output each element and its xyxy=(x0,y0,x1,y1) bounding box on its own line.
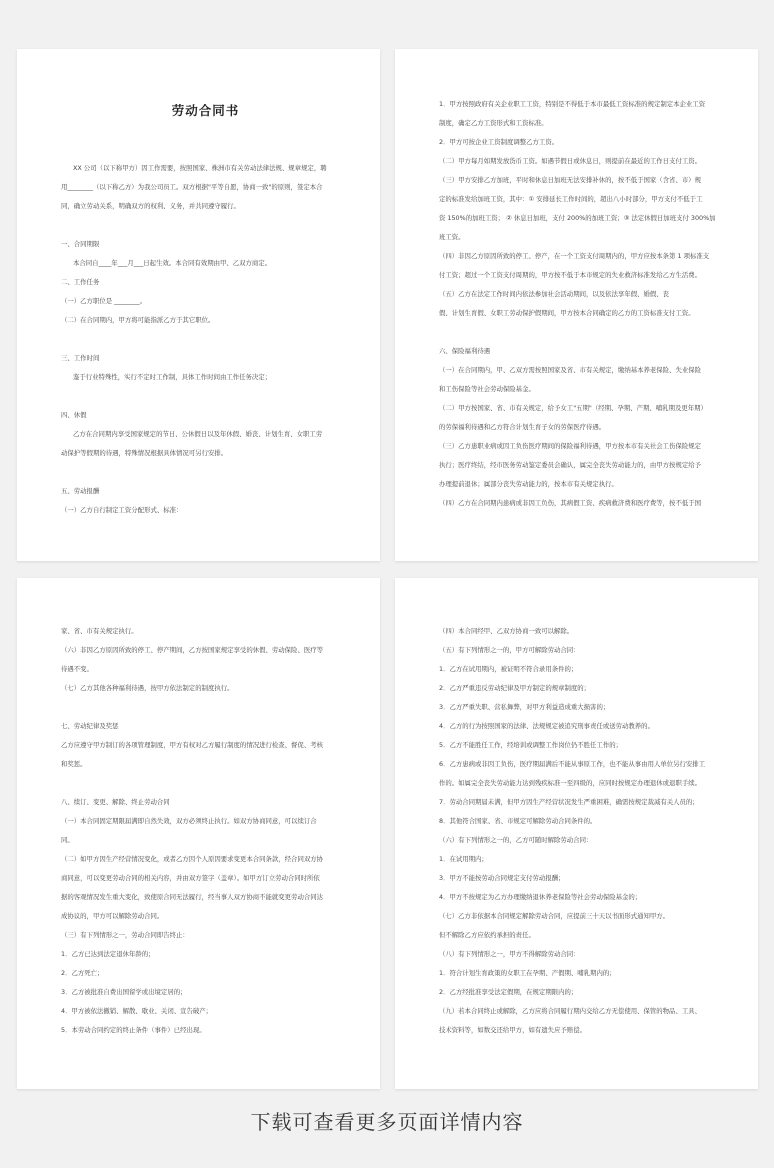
text-line: 乙方应遵守甲方制订的各项管理制度，甲方有权对乙方履行制度的情况进行检查、督促、考核 xyxy=(61,741,324,749)
contract-title: 劳动合同书 xyxy=(171,103,240,118)
text-line: 2．甲方可按企业工资制度调整乙方工资。 xyxy=(439,138,559,146)
text-line: （三）甲方安排乙方加班，平时和休息日加班无法安排补休的，按不低于国家（含省、市）规 xyxy=(439,176,702,184)
text-line: 1．乙方已达到法定退休年龄的； xyxy=(61,950,155,958)
text-line: 用________（以下称乙方）为我公司员工。双方根据"平等自愿，协商一致"的原则，签定本合 xyxy=(61,183,323,191)
text-line: 同。 xyxy=(61,836,74,844)
text-line: 商同意，可以变更劳动合同的相关内容，并由双方签字（盖章）。如甲方订立劳动合同时所依 xyxy=(61,874,320,882)
text-line: 7．劳动合同期届未满，但甲方因生产经营状况发生严重困难，确需按规定裁减有关人员的； xyxy=(439,798,699,806)
text-line: （九）若本合同终止或解除，乙方应将合同履行期内交给乙方无偿使用、保管的物品、工具、 xyxy=(439,1007,702,1015)
text-line: 1．甲方按照政府有关企业职工工资，特别是不得低于本市最低工资标准的规定制定本企业工资 xyxy=(439,100,706,108)
paragraph-gap xyxy=(439,323,728,342)
text-line: 定的标准发给加班工资，其中：① 安排延长工作时间的，超出八小时部分，甲方支付不低于工 xyxy=(439,195,703,203)
text-line: 但不解除乙方应依约承担的责任。 xyxy=(439,931,535,939)
text-line: 动保护等假期的待遇，特殊情况根据具体情况可另行安排。 xyxy=(61,449,228,457)
text-line: 2．乙方经批准享受法定假期，在规定期限内的； xyxy=(439,988,578,996)
text-line: 6．乙方患病或非因工负伤，医疗期届满后不能从事原工作，也不能从事由用人单位另行安排工 xyxy=(439,760,706,768)
text-line: 假、计划生育假、女职工劳动保护假期间，甲方按本合同确定的乙方的工资标准支付工资。 xyxy=(439,309,695,317)
text-line: 和奖惩。 xyxy=(61,760,87,768)
text-line: （四）非因乙方原因所致的停工、停产，在一个工资支付周期内的，甲方应按本条第 1 项标准支 xyxy=(439,252,710,260)
page-2-text xyxy=(439,95,728,513)
text-line: 执行；医疗终结，经市医务劳动鉴定委员会确认，属完全丧失劳动能力的，由甲方按规定给予 xyxy=(439,461,702,469)
text-line: （一）在合同期内，甲、乙双方需按照国家及省、市有关规定，缴纳基本养老保险、失业保险 xyxy=(439,366,702,374)
text-line: 2．乙方死亡； xyxy=(61,969,104,977)
text-line: 鉴于行业特殊性，实行不定时工作制，具体工作时间由工作任务决定； xyxy=(73,373,272,381)
text-line: 作的。如属完全丧失劳动能力达到残疾标准一至四级的，应同时按规定办理退休或退职手续。 xyxy=(439,779,702,787)
text-line: 成协议的，甲方可以解除劳动合同。 xyxy=(61,912,164,920)
text-line: 技术资料等，如数交还给甲方，如有遗失应予赔偿。 xyxy=(439,1026,586,1034)
text-line: 4．甲方不按规定为乙方办理缴纳退休养老保险等社会劳动保险基金的； xyxy=(439,893,642,901)
document-page-3 xyxy=(17,578,380,1089)
text-line: 六、保险福利待遇 xyxy=(439,347,491,355)
text-line: （四）乙方在合同期内患病或非因工负伤，其病假工资、疾病救济费和医疗费等，按不低于国 xyxy=(439,499,702,507)
document-page-4 xyxy=(395,578,758,1089)
text-line: （五）有下列情形之一的，甲方可解除劳动合同： xyxy=(439,646,580,654)
text-line: 8．其他符合国家、省、市规定可解除劳动合同条件的。 xyxy=(439,817,597,825)
text-line: （一）乙方职位是 ________。 xyxy=(61,297,147,305)
text-line: 一、合同期限 xyxy=(61,240,100,248)
text-line: 1．符合计划生育政策的女职工在孕期、产假期、哺乳期内的； xyxy=(439,969,616,977)
text-line: 本合同自____年___月___日起生效。本合同有效期由甲、乙双方商定。 xyxy=(73,259,272,267)
text-line: 据的客观情况发生重大变化，致使原合同无法履行，经当事人双方协商不能就变更劳动合同达 xyxy=(61,893,324,901)
text-line: 同，确立劳动关系，明确双方的权利、义务，并共同遵守履行。 xyxy=(61,202,240,210)
text-line: 五、劳动报酬 xyxy=(61,487,100,495)
page-3-text xyxy=(61,622,350,1040)
text-line: 1．在试用期内； xyxy=(439,855,488,863)
text-line: 5．乙方不能胜任工作，经培训或调整工作岗位仍不胜任工作的； xyxy=(439,741,623,749)
text-line: （四）本合同经甲、乙双方协商一致可以解除。 xyxy=(439,627,574,635)
text-line: 3．乙方严重失职、营私舞弊，对甲方利益造成重大损害的； xyxy=(439,703,610,711)
text-line: （二）在合同期内，甲方将可能指派乙方于其它职位。 xyxy=(61,316,215,324)
paragraph-gap xyxy=(61,330,350,349)
document-page-1 xyxy=(17,49,380,561)
text-line: 3．乙方被批准自费出国留学或出境定居的； xyxy=(61,988,187,996)
text-line: 家、省、市有关规定执行。 xyxy=(61,627,138,635)
text-line: 1．乙方在试用期内，被证明不符合录用条件的； xyxy=(439,665,578,673)
text-line: （七）乙方非依据本合同规定解除劳动合同，应提前三十天以书面形式通知甲方。 xyxy=(439,912,670,920)
paragraph-gap xyxy=(61,216,350,235)
text-line: 制度，确定乙方工资形式和工资标准。 xyxy=(439,119,548,127)
text-line: 4．甲方被依法撤销、解散、歇业、关闭、宣告破产； xyxy=(61,1007,213,1015)
text-line: 班工资。 xyxy=(439,233,465,241)
text-line: 4．乙方的行为按照国家的法律、法规规定被追究刑事责任或送劳动教养的。 xyxy=(439,722,654,730)
text-line: 3．甲方不能按劳动合同规定支付劳动报酬； xyxy=(439,874,565,882)
text-line: （三）乙方患职业病或因工负伤医疗期间的保险福利待遇，甲方按本市有关社会工伤保险规定 xyxy=(439,442,702,450)
paragraph-gap xyxy=(61,387,350,406)
text-line: 的劳保福利待遇和乙方符合计划生育子女的劳保医疗待遇。 xyxy=(439,423,606,431)
text-line: （一）乙方自行制定工资分配形式、标准： xyxy=(61,506,183,514)
paragraph-gap xyxy=(61,698,350,717)
text-line: （六）非因乙方原因所致的停工、停产期间，乙方按国家规定享受的休假、劳动保险、医疗等 xyxy=(61,646,324,654)
text-line: 2．乙方严重违反劳动纪律及甲方制定的规章制度的； xyxy=(439,684,591,692)
text-line: （八）有下列情形之一，甲方不得解除劳动合同： xyxy=(439,950,580,958)
text-line: （七）乙方其他各种福利待遇，按甲方依法制定的制度执行。 xyxy=(61,684,234,692)
text-line: （五）乙方在法定工作时间内依法参加社会活动期间，以及依法享年假、婚假、丧 xyxy=(439,290,670,298)
text-line: 七、劳动纪律及奖惩 xyxy=(61,722,119,730)
text-line: 资 150%的加班工资； ② 休息日加班，支付 200%的加班工资；③ 法定休假日加班支付 300%加 xyxy=(439,214,716,222)
text-line: 四、休假 xyxy=(61,411,87,419)
text-line: 乙方在合同期内享受国家规定的节日、公休假日以及年休假、婚丧、计划生育、女职工劳 xyxy=(73,430,323,438)
text-line: 5．本劳动合同约定的终止条件（事件）已经出现。 xyxy=(61,1026,206,1034)
text-line: （三）有下列情形之一，劳动合同即告终止： xyxy=(61,931,189,939)
paragraph-gap xyxy=(61,463,350,482)
text-line: 付工资；超过一个工资支付周期的，甲方按不低于本市规定的失业救济标准发给乙方生活费。 xyxy=(439,271,702,279)
text-line: 三、工作时间 xyxy=(61,354,100,362)
text-line: （二）甲方每月如期发放货币工资。如遇节假日或休息日，则提前在最近的工作日支付工资。 xyxy=(439,157,702,165)
page-4-text xyxy=(439,622,728,1040)
text-line: 办理提前退休；属部分丧失劳动能力的，按本市有关规定执行。 xyxy=(439,480,618,488)
text-line: 和工伤保险等社会劳动保险基金。 xyxy=(439,385,535,393)
text-line: （二）甲方按国家、省、市有关规定，给予女工"五期"（经期、孕期、产期、哺乳期及更年期） xyxy=(439,404,707,412)
text-line: 八、续订、变更、解除、终止劳动合同 xyxy=(61,798,170,806)
text-line: 二、工作任务 xyxy=(61,278,100,286)
document-page-2 xyxy=(395,49,758,561)
text-line: （六）有下列情形之一的，乙方可随时解除劳动合同： xyxy=(439,836,593,844)
paragraph-gap xyxy=(61,774,350,793)
text-line: 待遇不变。 xyxy=(61,665,93,673)
text-line: （一）本合同固定期限届满即自然失效，双方必须终止执行。如双方协商同意，可以续订合 xyxy=(61,817,317,825)
text-line: XX 公司（以下称甲方）因工作需要，按照国家、株洲市有关劳动法律法规、规章规定，聘 xyxy=(73,164,327,172)
page-1-text xyxy=(61,159,350,520)
text-line: （二）如甲方因生产经营情况变化，或者乙方因个人原因要求变更本合同条款，经合同双方协 xyxy=(61,855,324,863)
download-more-caption[interactable]: 下载可查看更多页面详情内容 xyxy=(250,1110,524,1134)
